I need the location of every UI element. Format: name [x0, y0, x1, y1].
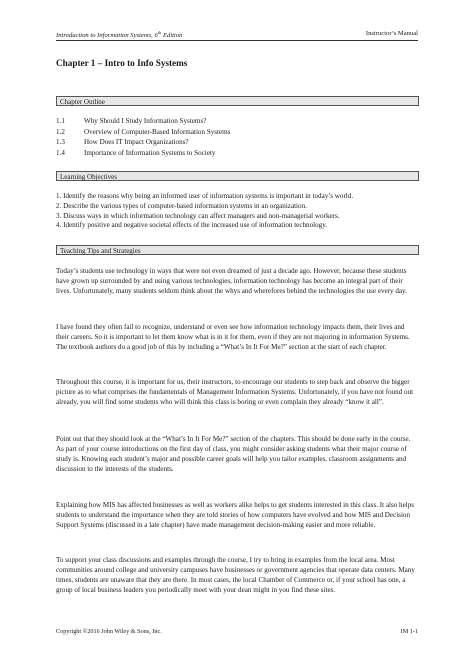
teaching-paragraph: I have found they often fail to recognize, understand or even see how information technology impacts them, their lives and their careers. So it is important to let them know what is in it for them, even if they are not majoring in information Systems. The textbook authors do a good job of this by including a “What’s In It For Me?” section at the start of each chapter. [56, 323, 410, 352]
outline-item-number: 1.3 [56, 138, 65, 146]
outline-item-text: Importance of Information Systems to Society [84, 148, 216, 157]
footer-page-number: IM 1-1 [400, 628, 418, 635]
outline-item [56, 148, 419, 159]
chapter-title: Chapter 1 – Intro to Info Systems [56, 58, 188, 68]
outline-item [56, 116, 419, 127]
outline-item-text: Overview of Computer-Based Information Systems [84, 127, 231, 136]
outline-item-text: Why Should I Study Information Systems? [84, 117, 207, 125]
outline-item-number: 1.1 [56, 117, 65, 125]
teaching-paragraph: To support your class discussions and examples through the course, I try to bring in examples from the local area. Most communities around college and university campuses have businesses or government agencies that operate data centers. Many times, students are unaware that they are there. In most cases, the local Chamber of Commerce or, if your school has one, a group of local business leaders you periodically meet with your dean might in you find these sites. [56, 556, 415, 595]
teaching-paragraph: Today’s students use technology in ways that were not even dreamed of just a decade ago. However, because these students have grown up surrounded by and using various technologies, information technology has become an integral part of their lives. Unfortunately, many students seldom think about the whys and wherefores behind the technologies the use every day. [56, 267, 407, 296]
outline-item-number: 1.2 [56, 127, 65, 136]
section-heading-outline: Chapter Outline [56, 96, 419, 106]
objective-item: 3. Discuss ways in which information technology can affect managers and non-managerial workers. [56, 211, 340, 220]
outline-item-number: 1.4 [56, 148, 65, 157]
chapter-outline-list [56, 116, 419, 158]
section-heading-objectives: Learning Objectives [56, 171, 419, 181]
outline-item [56, 127, 419, 138]
section-heading-teaching-tips: Teaching Tips and Strategies [56, 245, 419, 255]
footer-copyright: Copyright ©2016 John Wiley & Sons, Inc. [56, 628, 162, 635]
running-header-manual: Instructor’s Manual [365, 30, 418, 37]
objective-item: 1. Identify the reasons why being an informed user of information systems is important in today’s world. [56, 192, 354, 200]
outline-item [56, 137, 419, 148]
teaching-paragraph: Point out that they should look at the “What’s In It For Me?” section of the chapters. This should be done early in the course. As part of your course introductions on the first day of class, you might consider asking students what their major course of study is. Knowing each student’s major and possible career goals will help you tailor examples, classroom assignments and discussion to the interests of the students. [56, 435, 411, 474]
learning-objectives-list [56, 192, 419, 231]
objective-item: 2. Describe the various types of computer-based information systems in an organization. [56, 201, 307, 210]
teaching-paragraph: Throughout this course, it is important for us, their instructors, to encourage our students to step back and observe the bigger picture as to what comprises the fundamentals of Management Information Systems. Unfortunately, if you have not found out already, you will find some students who will think this class is boring or even complain they already “know it all”. [56, 378, 414, 407]
outline-item-text: How Does IT Impact Organizations? [84, 138, 189, 146]
teaching-paragraph: Explaining how MIS has affected businesses as well as workers alike helps to get students interested in this class. It also helps students to understand the importance when they are told stories of how computers have evolved and how MIS and Decision Support Systems (discussed in a late chapter) have made management decision-making easier and more reliable. [56, 501, 415, 530]
running-header-title: Introduction to Information Systems, 6th Edition [56, 30, 183, 40]
objective-item: 4. Identify positive and negative societal effects of the increased use of information technology. [56, 221, 328, 230]
header-divider [56, 40, 418, 41]
